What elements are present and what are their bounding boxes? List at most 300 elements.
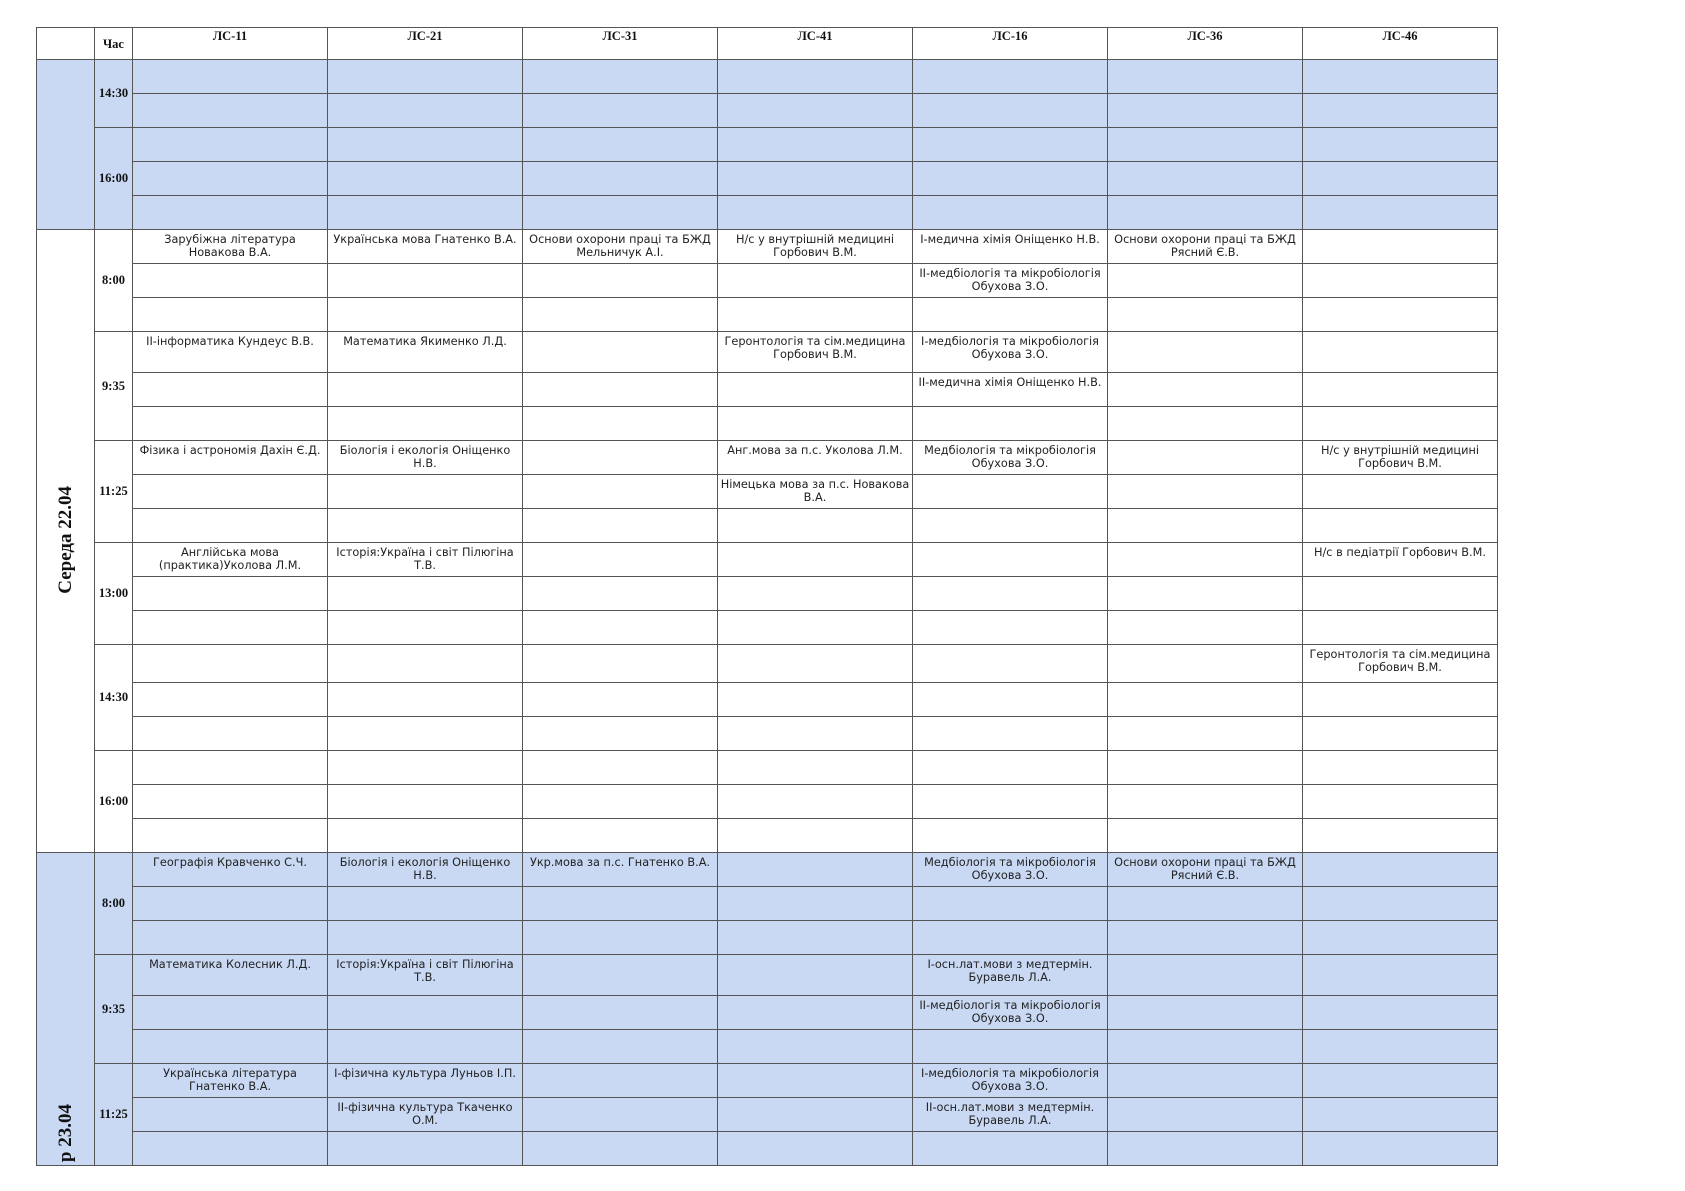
lesson-text [330, 509, 520, 512]
lesson-text: Геронтологія та сім.медицина Горбович В.М. [724, 335, 906, 361]
lesson-text [135, 1098, 325, 1101]
lesson-cell [328, 785, 523, 819]
schedule-row [37, 128, 1498, 162]
lesson-text: II-медбіологія та мікробіологія Обухова З.О. [919, 267, 1101, 293]
lesson-cell [523, 60, 718, 94]
lesson-cell [718, 1030, 913, 1064]
lesson-cell [328, 1098, 523, 1132]
lesson-cell [133, 853, 328, 887]
lesson-text [330, 94, 520, 97]
lesson-cell [1303, 264, 1498, 298]
schedule-row [37, 162, 1498, 196]
lesson-text [1305, 60, 1495, 63]
lesson-text [525, 1030, 715, 1033]
lesson-cell [1108, 887, 1303, 921]
lesson-cell [523, 298, 718, 332]
group-header: ЛС-31 [523, 28, 718, 60]
lesson-cell [1303, 955, 1498, 996]
lesson-text [1305, 717, 1495, 720]
lesson-text: Географія Кравченко С.Ч. [153, 856, 307, 869]
lesson-cell [1303, 230, 1498, 264]
lesson-text: Основи охорони праці та БЖД Рясний Є.В. [1114, 856, 1296, 882]
lesson-cell [1303, 853, 1498, 887]
lesson-cell [1303, 751, 1498, 785]
lesson-cell [1303, 332, 1498, 373]
lesson-text [720, 407, 910, 410]
lesson-cell [1108, 441, 1303, 475]
lesson-cell [1108, 645, 1303, 683]
schedule-table [36, 27, 1498, 1166]
lesson-text [1305, 683, 1495, 686]
lesson-cell [913, 1132, 1108, 1166]
lesson-text [525, 332, 715, 335]
lesson-cell [328, 128, 523, 162]
lesson-text [1110, 264, 1300, 267]
lesson-text [525, 196, 715, 199]
lesson-cell [523, 996, 718, 1030]
lesson-cell [523, 373, 718, 407]
lesson-text [915, 1132, 1105, 1135]
lesson-cell [1303, 543, 1498, 577]
lesson-text [915, 921, 1105, 924]
lesson-cell [1303, 785, 1498, 819]
lesson-cell [913, 751, 1108, 785]
lesson-text [135, 887, 325, 890]
lesson-cell [1108, 785, 1303, 819]
schedule-row [37, 230, 1498, 264]
lesson-cell [1303, 1064, 1498, 1098]
lesson-text [1305, 996, 1495, 999]
lesson-text [1305, 853, 1495, 856]
lesson-text: II-осн.лат.мови з медтермін. Буравель Л.А. [925, 1101, 1095, 1127]
lesson-text [915, 683, 1105, 686]
lesson-text [915, 887, 1105, 890]
lesson-cell [133, 543, 328, 577]
lesson-cell [1108, 196, 1303, 230]
lesson-cell [913, 264, 1108, 298]
lesson-cell [328, 60, 523, 94]
lesson-cell [1303, 94, 1498, 128]
lesson-cell [913, 1030, 1108, 1064]
lesson-text [330, 921, 520, 924]
lesson-cell [133, 683, 328, 717]
lesson-text: II-фізична культура Ткаченко О.М. [337, 1101, 513, 1127]
day-label: Середа 22.04 [55, 485, 76, 594]
lesson-text [330, 407, 520, 410]
lesson-text [915, 611, 1105, 614]
lesson-text [330, 751, 520, 754]
lesson-text: Анг.мова за п.с. Уколова Л.М. [727, 444, 903, 457]
lesson-cell [1108, 128, 1303, 162]
lesson-text: I-осн.лат.мови з медтермін. Буравель Л.А. [927, 958, 1093, 984]
lesson-cell [1303, 887, 1498, 921]
lesson-text [135, 128, 325, 131]
lesson-text [1305, 162, 1495, 165]
lesson-cell [913, 717, 1108, 751]
lesson-cell [1303, 996, 1498, 1030]
lesson-text [135, 196, 325, 199]
lesson-cell [1303, 921, 1498, 955]
lesson-cell [913, 407, 1108, 441]
lesson-cell [1108, 162, 1303, 196]
lesson-cell [1108, 955, 1303, 996]
lesson-text [720, 60, 910, 63]
lesson-text [1305, 887, 1495, 890]
lesson-cell [718, 819, 913, 853]
lesson-text [1305, 298, 1495, 301]
lesson-text: Зарубіжна література Новакова В.А. [164, 233, 296, 259]
lesson-cell [523, 441, 718, 475]
lesson-cell [913, 332, 1108, 373]
lesson-text [1110, 475, 1300, 478]
lesson-cell [718, 1064, 913, 1098]
lesson-text [1110, 128, 1300, 131]
lesson-text [1110, 1030, 1300, 1033]
lesson-text [135, 611, 325, 614]
lesson-text [1110, 996, 1300, 999]
lesson-cell [718, 1132, 913, 1166]
lesson-text [330, 611, 520, 614]
lesson-text [525, 577, 715, 580]
lesson-text [915, 509, 1105, 512]
lesson-text [915, 751, 1105, 754]
lesson-text: Укр.мова за п.с. Гнатенко В.А. [529, 856, 711, 869]
lesson-cell [718, 94, 913, 128]
lesson-cell [1108, 230, 1303, 264]
lesson-cell [523, 509, 718, 543]
lesson-text [1305, 577, 1495, 580]
lesson-cell [718, 717, 913, 751]
lesson-cell [328, 751, 523, 785]
lesson-text [1305, 1132, 1495, 1135]
lesson-cell [133, 94, 328, 128]
schedule-row [37, 1064, 1498, 1098]
lesson-text [915, 407, 1105, 410]
lesson-text [720, 785, 910, 788]
lesson-text [525, 717, 715, 720]
lesson-cell [133, 1030, 328, 1064]
lesson-cell [523, 785, 718, 819]
lesson-cell [328, 955, 523, 996]
lesson-text [720, 611, 910, 614]
lesson-text: Історія:Україна і світ Пілюгіна Т.В. [336, 546, 514, 572]
lesson-cell [913, 128, 1108, 162]
lesson-cell [1303, 60, 1498, 94]
lesson-cell [133, 332, 328, 373]
lesson-cell [523, 819, 718, 853]
lesson-text: Математика Якименко Л.Д. [343, 335, 507, 348]
lesson-text [525, 264, 715, 267]
lesson-cell [913, 577, 1108, 611]
lesson-cell [328, 373, 523, 407]
schedule-row [37, 441, 1498, 475]
lesson-cell [328, 162, 523, 196]
lesson-text [525, 1098, 715, 1101]
lesson-text [525, 373, 715, 376]
lesson-cell [1108, 543, 1303, 577]
lesson-cell [913, 853, 1108, 887]
schedule-row [37, 332, 1498, 373]
lesson-text [720, 921, 910, 924]
lesson-cell [718, 298, 913, 332]
lesson-text: Н/с в педіатрії Горбович В.М. [1314, 546, 1486, 559]
lesson-text [525, 128, 715, 131]
lesson-text [1110, 196, 1300, 199]
time-cell: 16:00 [95, 751, 133, 853]
time-cell: 9:35 [95, 332, 133, 441]
lesson-text: II-інформатика Кундеус В.В. [146, 335, 314, 348]
lesson-text [1305, 230, 1495, 233]
lesson-cell [133, 1064, 328, 1098]
lesson-cell [718, 645, 913, 683]
lesson-cell [913, 921, 1108, 955]
lesson-text [1305, 373, 1495, 376]
time-header: Час [95, 28, 133, 60]
lesson-cell [913, 373, 1108, 407]
lesson-text [135, 751, 325, 754]
lesson-cell [328, 819, 523, 853]
lesson-text [720, 509, 910, 512]
lesson-text [1110, 332, 1300, 335]
schedule-row [37, 955, 1498, 996]
lesson-cell [328, 1030, 523, 1064]
lesson-text [135, 264, 325, 267]
lesson-cell [328, 298, 523, 332]
lesson-text: Біологія і екологія Оніщенко Н.В. [339, 856, 511, 882]
lesson-cell [523, 475, 718, 509]
lesson-text [1305, 332, 1495, 335]
lesson-cell [133, 785, 328, 819]
lesson-text [915, 162, 1105, 165]
lesson-cell [328, 475, 523, 509]
lesson-cell [718, 577, 913, 611]
lesson-cell [1108, 996, 1303, 1030]
lesson-text [1110, 60, 1300, 63]
lesson-cell [1108, 332, 1303, 373]
lesson-cell [1108, 683, 1303, 717]
lesson-text [525, 683, 715, 686]
schedule-row [37, 785, 1498, 819]
lesson-cell [523, 94, 718, 128]
lesson-text [1110, 887, 1300, 890]
lesson-text [720, 128, 910, 131]
lesson-text [720, 853, 910, 856]
lesson-text [1305, 509, 1495, 512]
lesson-cell [718, 751, 913, 785]
day-cell [37, 60, 95, 230]
lesson-cell [133, 230, 328, 264]
lesson-cell [1108, 717, 1303, 751]
lesson-cell [133, 819, 328, 853]
lesson-text [330, 162, 520, 165]
lesson-text [525, 1132, 715, 1135]
lesson-text [1305, 264, 1495, 267]
lesson-text [915, 196, 1105, 199]
lesson-cell [523, 196, 718, 230]
lesson-cell [913, 645, 1108, 683]
lesson-cell [328, 887, 523, 921]
lesson-cell [1108, 475, 1303, 509]
lesson-text [1110, 921, 1300, 924]
lesson-cell [1303, 819, 1498, 853]
lesson-text [1110, 611, 1300, 614]
lesson-cell [1303, 441, 1498, 475]
lesson-cell [133, 373, 328, 407]
lesson-cell [133, 60, 328, 94]
schedule-row [37, 577, 1498, 611]
lesson-text [525, 751, 715, 754]
lesson-text [1110, 373, 1300, 376]
lesson-text [135, 1030, 325, 1033]
schedule-row [37, 196, 1498, 230]
lesson-cell [913, 955, 1108, 996]
lesson-text [720, 264, 910, 267]
lesson-cell [913, 509, 1108, 543]
lesson-text [135, 162, 325, 165]
lesson-cell [133, 509, 328, 543]
lesson-text [720, 196, 910, 199]
schedule-row [37, 543, 1498, 577]
lesson-cell [913, 162, 1108, 196]
lesson-text [720, 1064, 910, 1067]
time-cell: 14:30 [95, 60, 133, 128]
lesson-cell [328, 543, 523, 577]
lesson-text [720, 751, 910, 754]
lesson-cell [913, 785, 1108, 819]
lesson-cell [328, 230, 523, 264]
lesson-cell [523, 230, 718, 264]
lesson-cell [328, 1064, 523, 1098]
lesson-text [720, 717, 910, 720]
lesson-cell [1303, 577, 1498, 611]
lesson-cell [913, 683, 1108, 717]
schedule-row [37, 509, 1498, 543]
lesson-text [915, 94, 1105, 97]
lesson-cell [1108, 407, 1303, 441]
lesson-text: Німецька мова за п.с. Новакова В.А. [720, 478, 910, 504]
time-cell: 8:00 [95, 853, 133, 955]
schedule-row [37, 819, 1498, 853]
lesson-cell [133, 264, 328, 298]
lesson-cell [328, 853, 523, 887]
lesson-cell [1108, 1132, 1303, 1166]
lesson-text [720, 162, 910, 165]
schedule-row [37, 887, 1498, 921]
group-header: ЛС-41 [718, 28, 913, 60]
lesson-text: Історія:Україна і світ Пілюгіна Т.В. [336, 958, 514, 984]
lesson-cell [718, 955, 913, 996]
lesson-cell [133, 996, 328, 1030]
lesson-text [1110, 1132, 1300, 1135]
lesson-cell [133, 955, 328, 996]
lesson-text [1305, 407, 1495, 410]
corner-cell [37, 28, 95, 60]
lesson-cell [328, 441, 523, 475]
lesson-text [525, 785, 715, 788]
lesson-cell [913, 230, 1108, 264]
lesson-cell [718, 162, 913, 196]
time-cell: 9:35 [95, 955, 133, 1064]
time-cell: 13:00 [95, 543, 133, 645]
group-header: ЛС-21 [328, 28, 523, 60]
lesson-text [330, 996, 520, 999]
lesson-text [330, 298, 520, 301]
lesson-text [525, 645, 715, 648]
lesson-cell [913, 1064, 1108, 1098]
lesson-cell [718, 332, 913, 373]
lesson-cell [523, 853, 718, 887]
lesson-cell [523, 1064, 718, 1098]
lesson-text [915, 1030, 1105, 1033]
schedule-row [37, 94, 1498, 128]
lesson-cell [1303, 475, 1498, 509]
lesson-text: Н/с у внутрішній медицині Горбович В.М. [1321, 444, 1479, 470]
lesson-text: II-медбіологія та мікробіологія Обухова З.О. [919, 999, 1101, 1025]
lesson-text [135, 645, 325, 648]
schedule-row [37, 996, 1498, 1030]
day-cell [37, 230, 95, 853]
lesson-text [330, 785, 520, 788]
time-cell: 14:30 [95, 645, 133, 751]
schedule-row [37, 1132, 1498, 1166]
lesson-text [525, 94, 715, 97]
lesson-cell [133, 887, 328, 921]
lesson-text [135, 60, 325, 63]
lesson-text [135, 298, 325, 301]
lesson-text [915, 60, 1105, 63]
lesson-cell [523, 128, 718, 162]
lesson-text [1110, 162, 1300, 165]
lesson-cell [1303, 683, 1498, 717]
lesson-text [1110, 717, 1300, 720]
lesson-text [1305, 128, 1495, 131]
lesson-text: II-медична хімія Оніщенко Н.В. [918, 376, 1102, 389]
schedule-row [37, 1030, 1498, 1064]
lesson-text [1305, 475, 1495, 478]
lesson-text [525, 819, 715, 822]
lesson-cell [913, 60, 1108, 94]
lesson-text [330, 887, 520, 890]
schedule-row [37, 853, 1498, 887]
schedule-row [37, 921, 1498, 955]
lesson-cell [133, 407, 328, 441]
time-cell: 11:25 [95, 441, 133, 543]
lesson-text [135, 785, 325, 788]
lesson-cell [913, 475, 1108, 509]
lesson-cell [328, 683, 523, 717]
lesson-text: Українська мова Гнатенко В.А. [333, 233, 517, 246]
lesson-text [1110, 955, 1300, 958]
group-header: ЛС-16 [913, 28, 1108, 60]
lesson-text [1110, 645, 1300, 648]
lesson-text [525, 543, 715, 546]
lesson-cell [523, 1132, 718, 1166]
lesson-cell [1303, 1132, 1498, 1166]
lesson-cell [913, 94, 1108, 128]
schedule-row [37, 717, 1498, 751]
lesson-cell [718, 509, 913, 543]
lesson-text [720, 645, 910, 648]
lesson-text [1305, 1098, 1495, 1101]
lesson-cell [523, 1030, 718, 1064]
lesson-cell [1108, 611, 1303, 645]
lesson-text: Українська література Гнатенко В.А. [163, 1067, 297, 1093]
lesson-text [330, 577, 520, 580]
lesson-cell [1108, 1030, 1303, 1064]
schedule-row [37, 298, 1498, 332]
schedule-row [37, 373, 1498, 407]
lesson-cell [1108, 1064, 1303, 1098]
